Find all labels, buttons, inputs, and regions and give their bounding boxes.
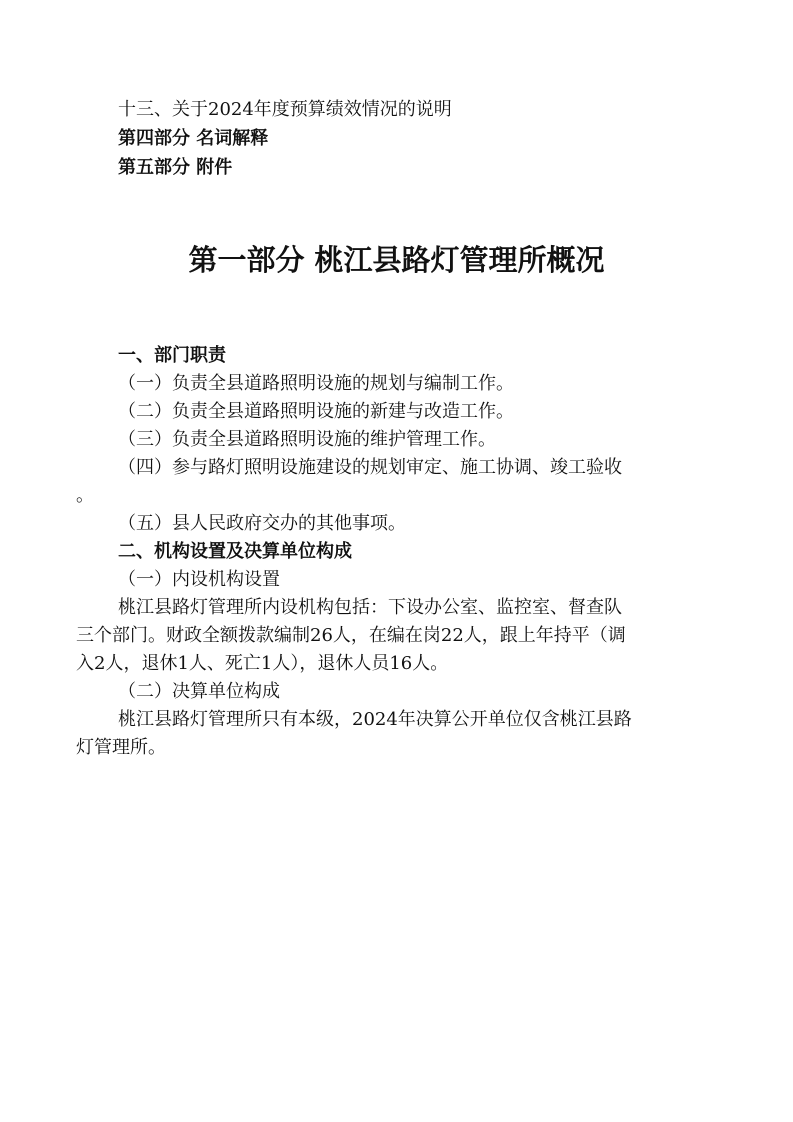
- section2-sub2-line-1: 桃江县路灯管理所只有本级，2024年决算公开单位仅含桃江县路: [118, 709, 632, 730]
- toc-part-4: 第四部分 名词解释: [118, 128, 269, 149]
- section2-sub1-line-3: 入2人，退休1人、死亡1人），退休人员16人。: [76, 653, 449, 674]
- section2-sub1-line-1: 桃江县路灯管理所内设机构包括：下设办公室、监控室、督查队: [118, 597, 622, 618]
- section2-sub1-line-2: 三个部门。财政全额拨款编制26人，在编在岗22人，跟上年持平（调: [76, 625, 626, 646]
- toc-part-5: 第五部分 附件: [118, 157, 233, 178]
- duty-item-5: （五）县人民政府交办的其他事项。: [118, 513, 406, 534]
- duty-item-1: （一）负责全县道路照明设施的规划与编制工作。: [118, 373, 514, 394]
- duty-item-3: （三）负责全县道路照明设施的维护管理工作。: [118, 429, 496, 450]
- duty-item-4-continuation: 。: [76, 485, 94, 506]
- section2-sub1-heading: （一）内设机构设置: [118, 569, 280, 590]
- toc-item-13: 十三、关于2024年度预算绩效情况的说明: [118, 99, 452, 120]
- part1-title: 第一部分 桃江县路灯管理所概况: [188, 243, 605, 277]
- section2-heading: 二、机构设置及决算单位构成: [118, 541, 352, 562]
- duty-item-2: （二）负责全县道路照明设施的新建与改造工作。: [118, 401, 514, 422]
- section2-sub2-line-2: 灯管理所。: [76, 737, 166, 758]
- section1-heading: 一、部门职责: [118, 345, 226, 366]
- duty-item-4: （四）参与路灯照明设施建设的规划审定、施工协调、竣工验收: [118, 457, 622, 478]
- section2-sub2-heading: （二）决算单位构成: [118, 681, 280, 702]
